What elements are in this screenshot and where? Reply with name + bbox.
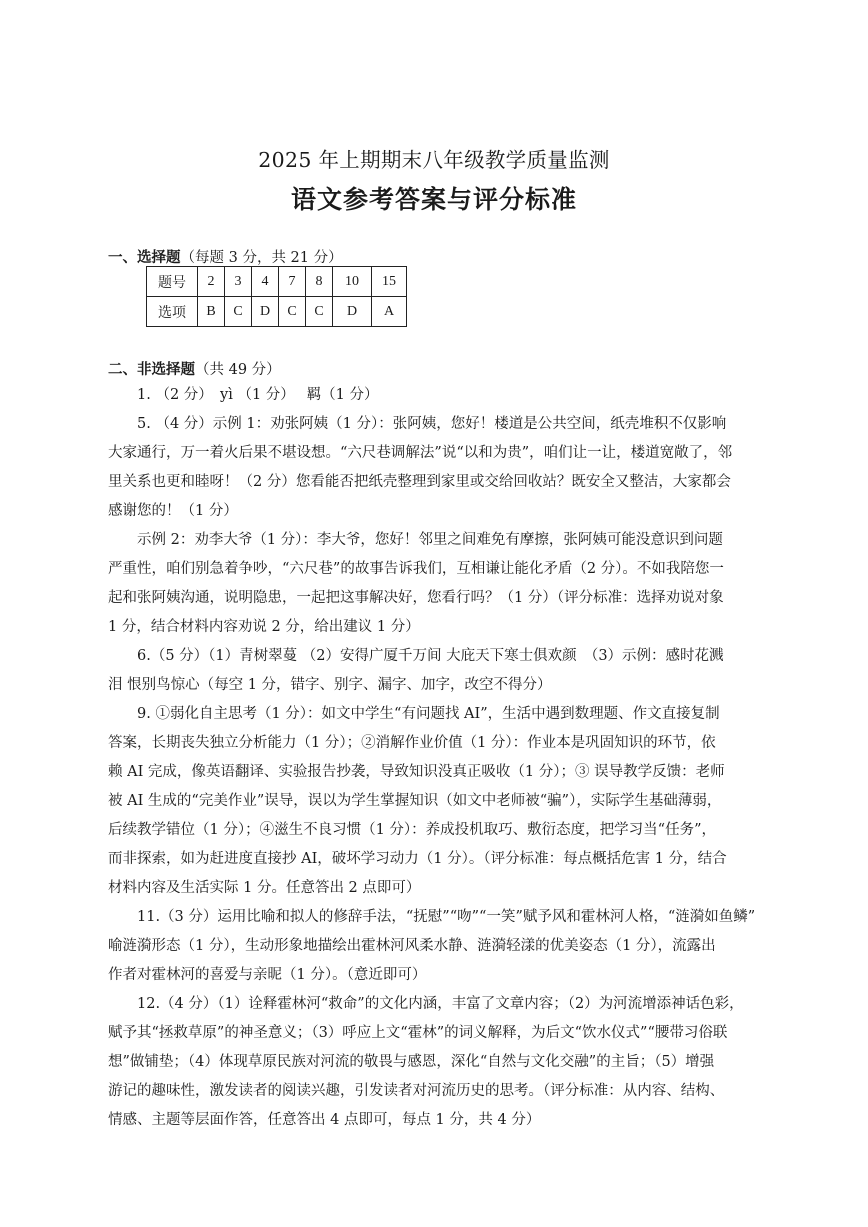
answer-line: 作者对霍林河的喜爱与亲昵（1 分）。（意近即可） [108,967,427,983]
answer-line: 1 分，结合材料内容劝说 2 分，给出建议 1 分） [108,619,420,635]
answer-table-choice-row [147,297,407,327]
answer-line: 想”做铺垫；（4）体现草原民族对河流的敬畏与感恩，深化“自然与文化交融”的主旨；（5）增强 [108,1054,715,1070]
answer-line-q6: 6.（5 分）（1）青树翠蔓 （2）安得广厦千万间 大庇天下寒士俱欢颜 （3）示例：感时花溅 [137,648,724,664]
answer-line: 被 AI 生成的“完美作业”误导，误以为学生掌握知识（如文中老师被“骗”），实际学生基础薄弱， [108,793,722,809]
question-number: 3 [225,267,252,297]
answer-table-number-row [147,267,407,297]
answer-line: 赋予其“拯救草原”的神圣意义；（3）呼应上文“霍林”的词义解释，为后文“饮水仪式”“腰带习俗联 [108,1025,728,1041]
question-number: 4 [252,267,279,297]
answer-line: 起和张阿姨沟通，说明隐患，一起把这事解决好，您看行吗？（1 分）（评分标准：选择劝说对象 [108,590,724,606]
answer-line-q1: 1. （2 分） yì （1 分） 羁（1 分） [137,387,379,403]
answer-choice: C [225,297,252,327]
answer-line: 严重性，咱们别急着争吵，“六尺巷”的故事告诉我们，互相谦让能化矛盾（2 分）。不如我陪您一 [108,561,724,577]
answer-line: 里关系也更和睦呀！（2 分）您看能否把纸壳整理到家里或交给回收站？既安全又整洁，大家都会 [108,474,731,490]
section2-heading [108,358,281,379]
answer-choice: D [252,297,279,327]
answer-line: 泪 恨别鸟惊心（每空 1 分，错字、别字、漏字、加字，改空不得分） [108,677,552,693]
answer-choice: D [333,297,372,327]
answer-line-example2: 示例 2：劝李大爷（1 分）：李大爷，您好！邻里之间难免有摩擦，张阿姨可能没意识到问题 [137,532,723,548]
question-number: 15 [372,267,407,297]
question-number: 8 [306,267,333,297]
answer-table [146,266,407,327]
answer-choice: C [306,297,333,327]
answer-line: 后续教学错位（1 分）；④滋生不良习惯（1 分）：养成投机取巧、敷衍态度，把学习当“任务”， [108,822,716,838]
section1-heading-note: （每题 3 分，共 21 分） [180,250,343,266]
answer-choice: B [198,297,225,327]
answer-line: 喻涟漪形态（1 分），生动形象地描绘出霍林河风柔水静、涟漪轻漾的优美姿态（1 分），流露出 [108,938,716,954]
answer-line: 材料内容及生活实际 1 分。任意答出 2 点即可） [108,880,421,896]
answer-line: 感谢您的！（1 分） [108,503,238,519]
question-number: 10 [333,267,372,297]
answer-choice: A [372,297,407,327]
row-label-number: 题号 [147,267,198,297]
answer-line: 赖 AI 完成，像英语翻译、实验报告抄袭，导致知识没真正吸收（1 分）；③ 误导教学反馈：老师 [108,764,725,780]
section1-heading [108,246,343,267]
answer-line-q5: 5. （4 分）示例 1：劝张阿姨（1 分）：张阿姨，您好！楼道是公共空间，纸壳堆积不仅影响 [137,416,727,432]
answer-line: 大家通行，万一着火后果不堪设想。“六尺巷调解法”说“以和为贵”，咱们让一让，楼道宽敞了，邻 [108,445,733,461]
section2-heading-note: （共 49 分） [195,362,281,378]
answer-line: 而非探索，如为赶进度直接抄 AI，破坏学习动力（1 分）。（评分标准：每点概括危害 1 分，结合 [108,851,727,867]
question-number: 2 [198,267,225,297]
section2-heading-label: 二、非选择题 [108,361,195,378]
answers-body [108,381,760,1135]
answer-line-q12: 12.（4 分）（1）诠释霍林河“救命”的文化内涵，丰富了文章内容；（2）为河流增添神话色彩， [137,996,744,1012]
question-number: 7 [279,267,306,297]
row-label-choice: 选项 [147,297,198,327]
section1-heading-label: 一、选择题 [108,249,181,266]
answer-choice: C [279,297,306,327]
answer-line-q11: 11.（3 分）运用比喻和拟人的修辞手法，“抚慰”“吻”“一笑”赋予风和霍林河人格，“涟漪如鱼鳞” [137,909,756,925]
answer-line: 游记的趣味性，激发读者的阅读兴趣，引发读者对河流历史的思考。（评分标准：从内容、结构、 [108,1083,725,1099]
answer-line-q9: 9. ①弱化自主思考（1 分）：如文中学生“有问题找 AI”，生活中遇到数理题、作文直接复制 [137,706,720,722]
answer-line: 答案，长期丧失独立分析能力（1 分）；②消解作业价值（1 分）：作业本是巩固知识的环节，依 [108,735,716,751]
answer-line: 情感、主题等层面作答，任意答出 4 点即可，每点 1 分，共 4 分） [108,1112,541,1128]
document-title: 语文参考答案与评分标准 [290,185,577,214]
exam-title: 2025 年上期期末八年级教学质量监测 [258,148,610,172]
